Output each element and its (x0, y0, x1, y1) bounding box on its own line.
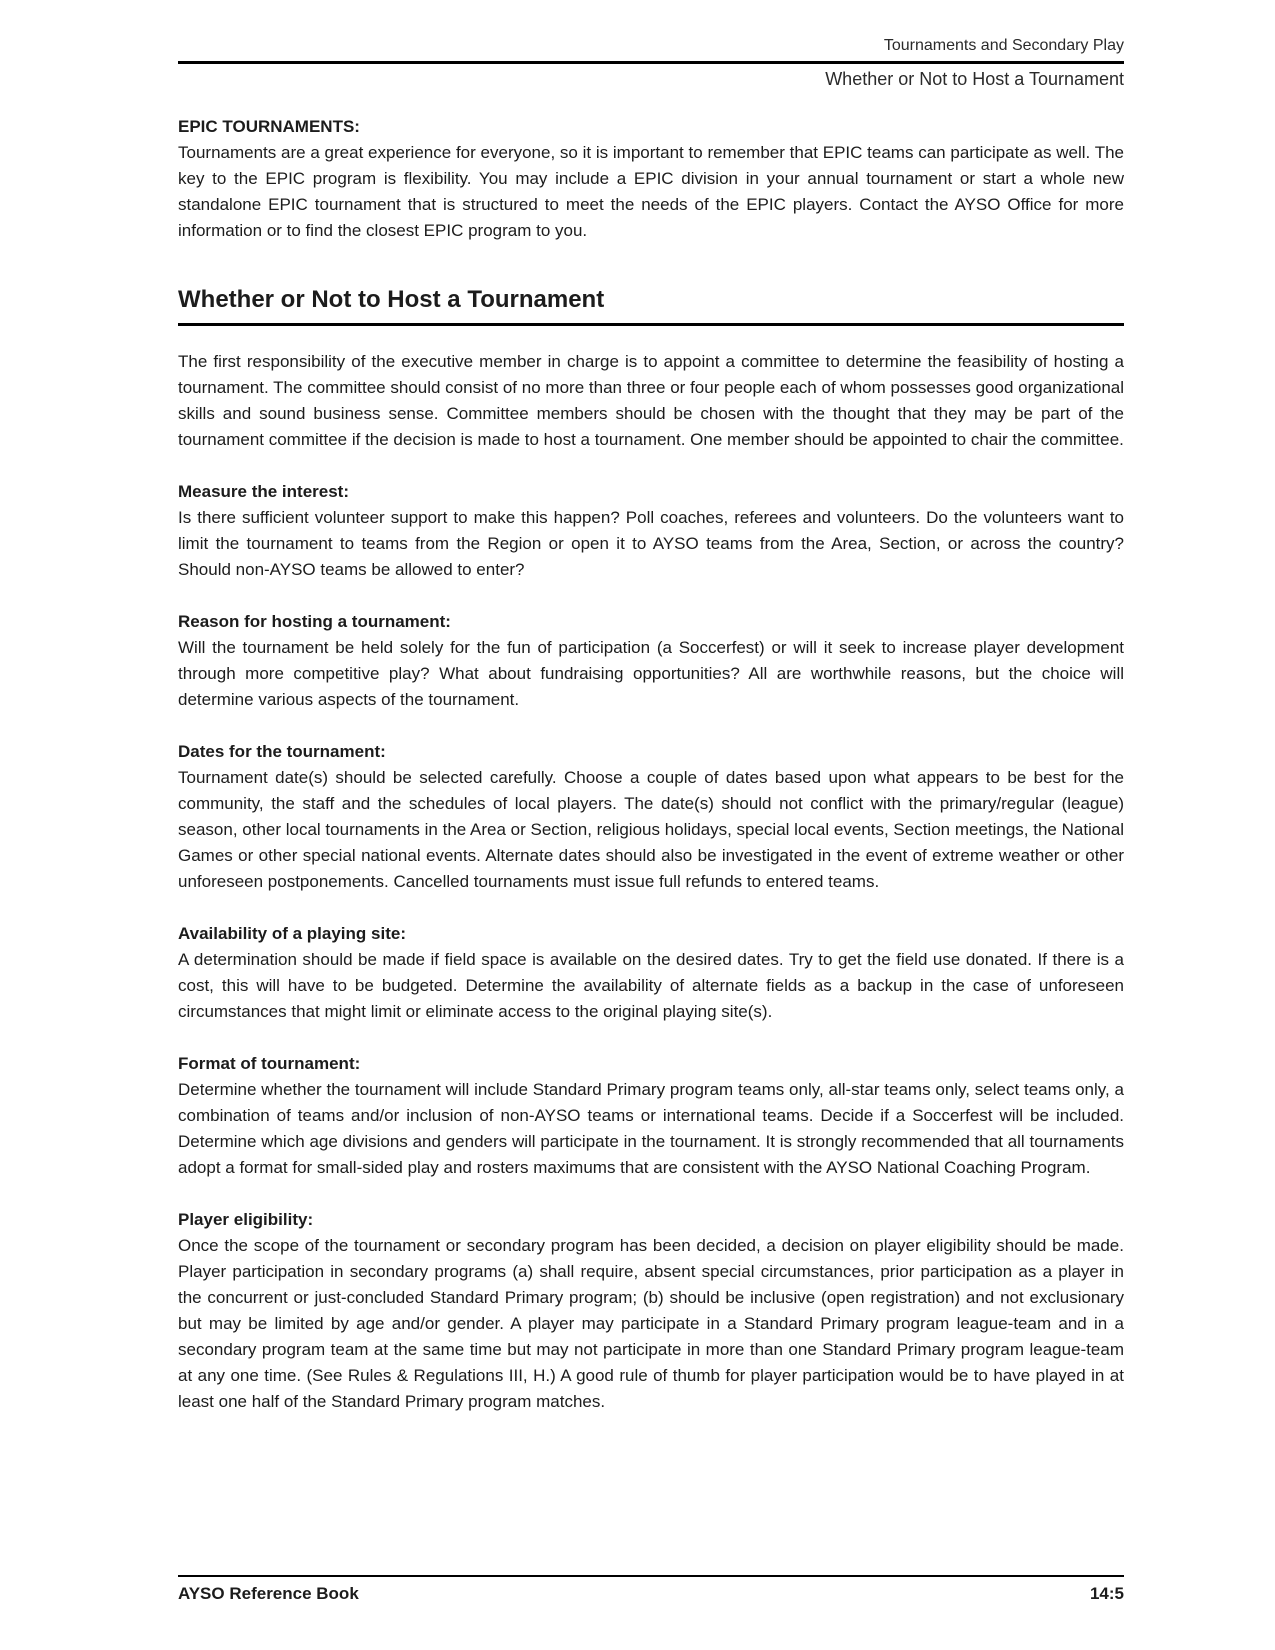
header-rule (178, 61, 1124, 64)
main-section-title-block (178, 286, 1124, 326)
page-footer (178, 1575, 1124, 1605)
subsection-heading: Measure the interest: (178, 482, 349, 501)
document-page (178, 0, 1124, 1415)
subsection-paragraph: Determine whether the tournament will include Standard Primary program teams only, all-star teams only, select teams only, a combination of teams and/or inclusion of non-AYSO teams or international teams. Decide if a Soccerfest will be included. Determine which age divisions and genders will participate in the tournament. It is strongly recommended that all tournaments adopt a format for small-sided play and rosters maximums that are consistent with the AYSO National Coaching Program. (178, 1080, 1124, 1177)
subsection-dates (178, 739, 1124, 895)
subsection-heading: Player eligibility: (178, 1210, 314, 1229)
subsection-measure-interest (178, 479, 1124, 583)
intro-paragraph: The first responsibility of the executive member in charge is to appoint a committee to determine the feasibility of hosting a tournament. The committee should consist of no more than three or four people each of whom possesses good organizational skills and sound business sense. Committee members should be chosen with the thought that they may be part of the tournament committee if the decision is made to host a tournament. One member should be appointed to chair the committee. (178, 352, 1124, 449)
page-title: Whether or Not to Host a Tournament (178, 286, 605, 313)
epic-paragraph: Tournaments are a great experience for everyone, so it is important to remember that EPIC teams can participate as well. The key to the EPIC program is flexibility. You may include a EPIC division in your annual tournament or start a whole new standalone EPIC tournament that is structured to meet the needs of the EPIC players. Contact the AYSO Office for more information or to find the closest EPIC program to you. (178, 143, 1124, 240)
footer-page-number: 14:5 (1089, 1584, 1124, 1603)
subsection-heading: Dates for the tournament: (178, 742, 386, 761)
subsection-paragraph: A determination should be made if field space is available on the desired dates. Try to get the field use donated. If there is a cost, this will have to be budgeted. Determine the availability of alternate fields as a backup in the case of unforeseen circumstances that might limit or eliminate access to the original playing site(s). (178, 950, 1124, 1021)
header-section-title: Whether or Not to Host a Tournament (825, 69, 1124, 89)
subsection-format (178, 1051, 1124, 1181)
epic-heading: EPIC TOURNAMENTS: (178, 117, 360, 136)
subsection-player-eligibility (178, 1207, 1124, 1415)
subsection-heading: Availability of a playing site: (178, 924, 406, 943)
subsection-playing-site (178, 921, 1124, 1025)
subsection-heading: Format of tournament: (178, 1054, 361, 1073)
subsection-paragraph: Is there sufficient volunteer support to make this happen? Poll coaches, referees and volunteers. Do the volunteers want to limit the tournament to teams from the Region or open it to AYSO teams from the Area, Section, or across the country? Should non-AYSO teams be allowed to enter? (178, 508, 1124, 579)
subsection-reason-hosting (178, 609, 1124, 713)
subsection-paragraph: Will the tournament be held solely for the fun of participation (a Soccerfest) or will it seek to increase player development through more competitive play? What about fundraising opportunities? All are worthwhile reasons, but the choice will determine various aspects of the tournament. (178, 638, 1124, 709)
epic-tournaments-section (178, 114, 1124, 244)
subsection-paragraph: Once the scope of the tournament or secondary program has been decided, a decision on player eligibility should be made. Player participation in secondary programs (a) shall require, absent special circumstances, prior participation as a player in the concurrent or just-concluded Standard Primary program; (b) should be inclusive (open registration) and not exclusionary but may be limited by age and/or gender. A player may participate in a Standard Primary program league-team and in a secondary program team at the same time but may not participate in more than one Standard Primary program league-team at any one time. (See Rules & Regulations III, H.) A good rule of thumb for player participation would be to have played in at least one half of the Standard Primary program matches. (178, 1236, 1124, 1411)
subsection-heading: Reason for hosting a tournament: (178, 612, 451, 631)
running-header (178, 0, 1124, 91)
footer-book-title: AYSO Reference Book (178, 1584, 359, 1603)
subsection-paragraph: Tournament date(s) should be selected carefully. Choose a couple of dates based upon what appears to be best for the community, the staff and the schedules of local players. The date(s) should not conflict with the primary/regular (league) season, other local tournaments in the Area or Section, religious holidays, special local events, Section meetings, the National Games or other special national events. Alternate dates should also be investigated in the event of extreme weather or other unforeseen postponements. Cancelled tournaments must issue full refunds to entered teams. (178, 768, 1124, 891)
header-chapter-title: Tournaments and Secondary Play (883, 37, 1124, 54)
